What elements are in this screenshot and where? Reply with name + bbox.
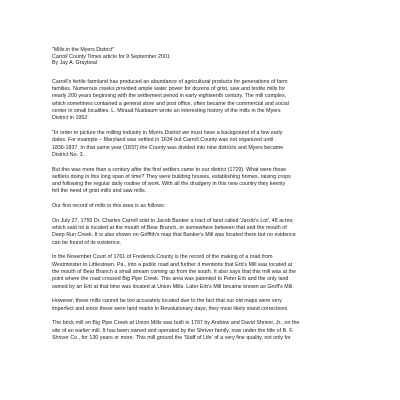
- article-paragraph: [52, 254, 358, 290]
- paragraph-line: Shriver Co., for 130 years or more. This mill ground the 'Staff of Life' of a very fine quality, not only for: [52, 334, 291, 341]
- paragraph-line: can be found of its existence.: [52, 239, 122, 246]
- paragraph-line: Carroll's fertile farmland has produced an abundance of agricultural products for generations of farm: [52, 78, 288, 85]
- paragraph-line: However, these mills cannot be too accurately located due to the fact that our old maps were very: [52, 298, 282, 305]
- article-byline: By Jay A. Graybeal: [52, 60, 98, 67]
- paragraph-line: families. Numerous creeks provided ample water power for dozens of grist, saw and textile mills for: [52, 86, 286, 93]
- paragraph-line: But this was more than a century after the first settlers came to our district (1729). What were those: [52, 166, 287, 173]
- article-paragraph: [52, 218, 358, 247]
- paragraph-line: owned by an Erb at that time was located at Union Mills. Later Erb's Mill became known as Groff's Mill.: [52, 283, 294, 290]
- paragraph-line: point where the road crossed Big Pipe Creek. This area was patented to Peter Erb and the only land: [52, 276, 289, 283]
- paragraph-line: and following the regular daily routine of work. With all the drudgery in this new country they keenly: [52, 181, 286, 188]
- article-paragraph: [52, 298, 358, 313]
- paragraph-line: Our first record of mills in this area is as follows:: [52, 203, 166, 210]
- paragraph-line: "In order to picture the milling industry in Myers District we must have a background of a few early: [52, 129, 283, 136]
- article-body: [52, 79, 358, 342]
- article-paragraph: [52, 130, 358, 159]
- article-paragraph: [52, 167, 358, 196]
- paragraph-line: nearly 200 years beginning with the settlement period in early eighteenth century. The mill complex,: [52, 93, 287, 100]
- article-title: "Mills in the Myers District": [52, 47, 115, 53]
- paragraph-line: The brick mill on Big Pipe Creek at Union Mills was built in 1797 by Andrew and David Shriver, Jr., on the: [52, 320, 300, 327]
- paragraph-line: site of an earlier mill. It has been owned and operated by the Shriver family, now under the title of B. F.: [52, 327, 294, 334]
- paragraph-line: which said lot is located at the mouth of Bear Branch, or somewhere between that and the mouth of: [52, 225, 287, 232]
- paragraph-line: Westminster to Littlestown, Pa., into a public road and further it mentions that Erb's Mill was located at: [52, 261, 293, 268]
- paragraph-line: In the November Court of 1761 of Frederick County is the record of the making of a road from: [52, 254, 273, 261]
- article-paragraph: [52, 79, 358, 123]
- paragraph-line: District No. 3.: [52, 151, 84, 158]
- paragraph-line: center in small localities. L. Miraud Nusbaum wrote an interesting history of the mills in the Myers: [52, 107, 281, 114]
- article-header: [52, 47, 358, 67]
- paragraph-line: imperfect and since these were land marks in Revolutionary days, they most likely stand corrections.: [52, 305, 289, 312]
- paragraph-line: settlers doing in this long span of time? They were building houses, establishing homes, raising crops: [52, 173, 291, 180]
- article-paragraph: [52, 203, 358, 210]
- article-paragraph: [52, 320, 358, 342]
- paragraph-line: 1836-1837. In that same year (1837) the County was divided into nine districts and Myers became: [52, 144, 284, 151]
- paragraph-line: the mouth of Bear Branch a small stream coming up from the south. It also says that this mill was at the: [52, 268, 297, 275]
- article-source: Carroll County Times article for 9 September 2001: [52, 53, 170, 60]
- paragraph-line: Deep Run Creek. It is also shown on Griffith's map that Banker's Mill was located there but no evidence: [52, 232, 296, 239]
- paragraph-line: District in 1952:: [52, 115, 89, 122]
- document-page: [52, 47, 358, 350]
- paragraph-line: dates. For example – Maryland was settled in 1634 but Carroll County was not organized until: [52, 137, 274, 144]
- paragraph-line: felt the need of grist mills and saw mills.: [52, 188, 147, 195]
- paragraph-line: On July 27, 1755 Dr. Charles Carroll sold to Jacob Banker a tract of land called 'Jacob's Lot', 48 acres;: [52, 217, 294, 224]
- paragraph-line: which sometimes contained a general store and post office, often became the commercial and social: [52, 100, 289, 107]
